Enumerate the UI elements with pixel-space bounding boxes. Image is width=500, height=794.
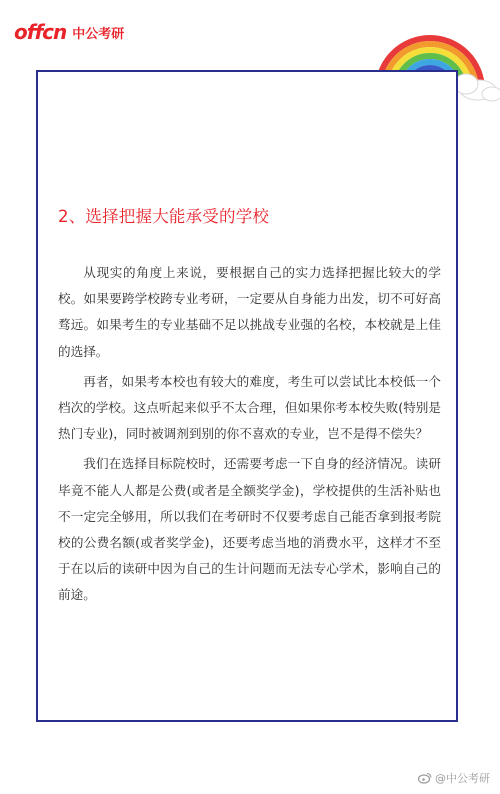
weibo-watermark: [418, 770, 490, 786]
paragraph-1: 从现实的角度上来说，要根据自己的实力选择把握比较大的学校。如果要跨学校跨专业考研，一定要从自身能力出发，切不可好高骛远。如果考生的专业基础不足以挑战专业强的名校，本校就是上佳的选择。: [58, 265, 441, 359]
watermark-text: @中公考研: [435, 772, 490, 785]
section-heading: 2、选择把握大能承受的学校: [58, 207, 270, 226]
paragraph-2: 再者，如果考本校也有较大的难度，考生可以尝试比本校低一个档次的学校。这点听起来似乎不太合理，但如果你考本校失败(特别是热门专业)，同时被调剂到别的你不喜欢的专业，岂不是得不偿失？: [58, 373, 441, 442]
offcn-logo: [14, 20, 124, 44]
article-body: [58, 260, 441, 613]
logo-wordmark: offcn: [14, 20, 67, 44]
logo-chinese-name: 中公考研: [72, 26, 125, 42]
paragraph-3: 我们在选择目标院校时，还需要考虑一下自身的经济情况。读研毕竟不能人人都是公费(或者是全额奖学金)，学校提供的生活补贴也不一定完全够用，所以我们在考研时不仅要考虑自己能否拿到报考院校的公费名额(或者奖学金)，还要考虑当地的消费水平，这样才不至于在以后的读研中因为自己的生计问题而无法专心学术，影响自己的前途。: [58, 456, 441, 603]
weibo-icon: [418, 772, 432, 784]
